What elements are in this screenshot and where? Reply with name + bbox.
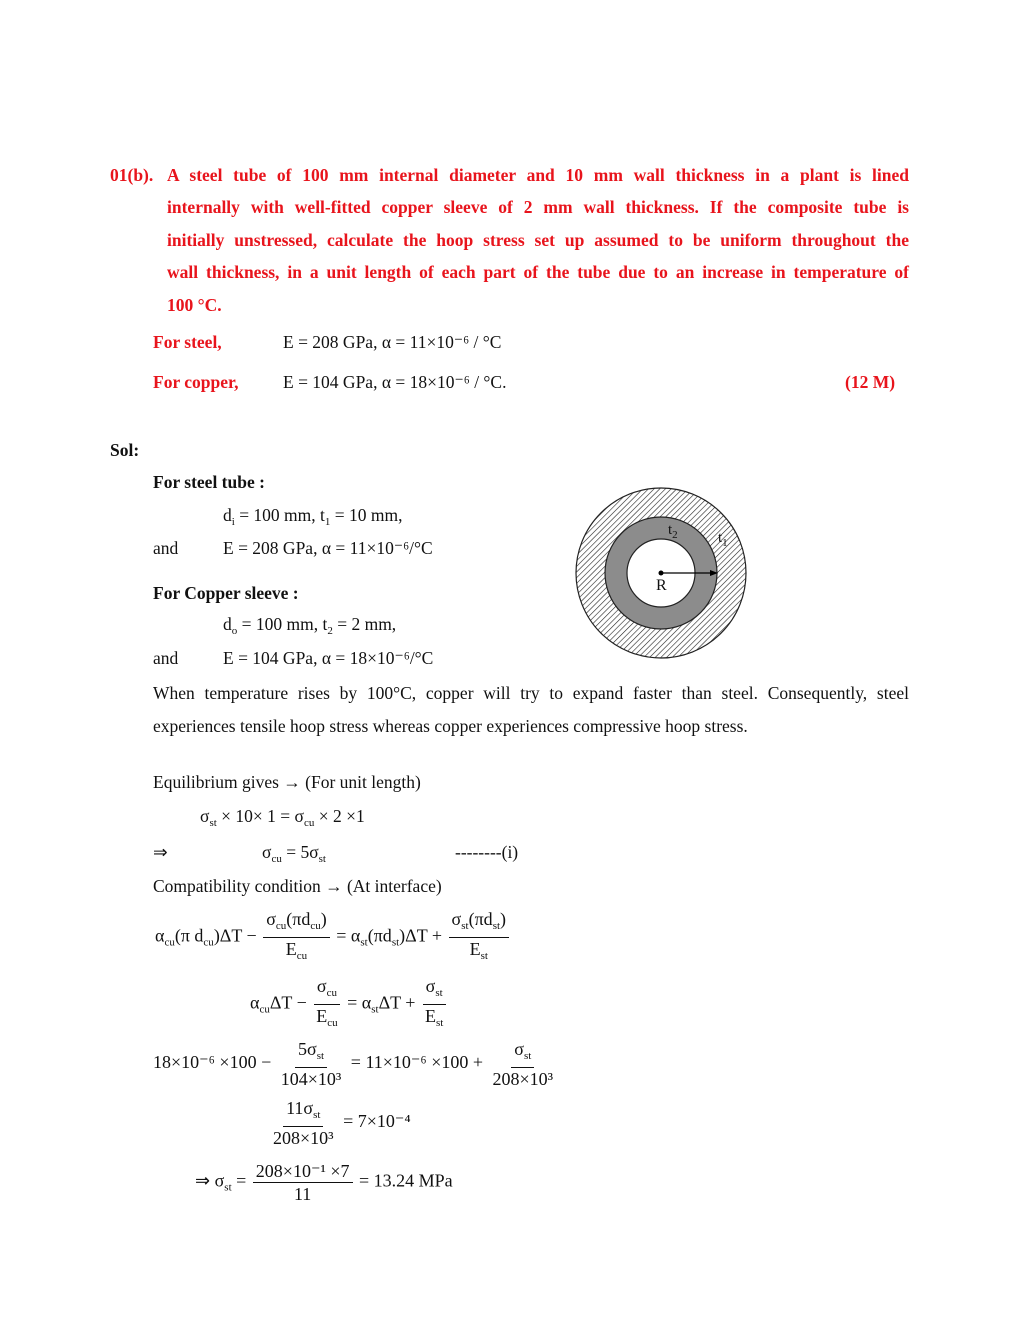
steel-properties: E = 208 GPa, α = 11×10⁻⁶ / °C xyxy=(283,332,502,352)
compatibility-heading: Compatibility condition → (At interface) xyxy=(153,876,442,896)
t1-label: $t_1$ xyxy=(718,530,728,549)
t2-label: $t_2$ xyxy=(668,522,678,541)
and-label: and xyxy=(153,538,179,558)
copper-heading: For Copper sleeve : xyxy=(153,583,299,603)
steel-heading: For steel tube : xyxy=(153,472,265,492)
equation-6: $\frac{11\sigma_{st}}{\text{208×10³}}$ = 7×10⁻⁴ xyxy=(273,1098,411,1148)
r-label: R xyxy=(656,577,667,594)
steel-label: For steel, xyxy=(153,332,222,352)
equation-3: $\alpha_{cu}(\pi$ $d_{cu})\Delta T$ − $\frac{\sigma_{cu}(\pi d_{cu})}{E_{cu}}$ = $\alpha_{st}(\pi d_{st})\Delta T$ + $\frac{\sigma_{st}(\pi d_{st})}{E_{st}}$ xyxy=(155,908,511,967)
steel-properties-sol: E = 208 GPa, α = 11×10⁻⁶/°C xyxy=(223,538,433,558)
copper-properties: E = 104 GPa, α = 18×10⁻⁶ / °C. xyxy=(283,372,507,392)
equation-5: 18×10⁻⁶ ×100 − $\frac{5\sigma_{st}}{\text{104×10³}}$ = 11×10⁻⁶ ×100 + $\frac{\sigma_{st}}{\text{208×10³}}$ xyxy=(153,1039,554,1089)
composite-tube-diagram xyxy=(570,482,752,664)
paragraph-line: When temperature rises by 100°C, copper will try to expand faster than steel. Consequently, steel xyxy=(153,683,909,703)
equation-tag: --------(i) xyxy=(455,842,519,862)
equation-2: $\sigma_{cu} = 5\sigma_{st}$ xyxy=(262,842,326,865)
question-line: A steel tube of 100 mm internal diameter and 10 mm wall thickness in a plant is lined xyxy=(167,165,909,185)
paragraph-line: experiences tensile hoop stress whereas copper experiences compressive hoop stress. xyxy=(153,716,748,736)
question-line: initially unstressed, calculate the hoop stress set up assumed to be uniform throughout the xyxy=(167,230,909,250)
implies-symbol: ⇒ xyxy=(153,842,168,862)
question-line: wall thickness, in a unit length of each part of the tube due to an increase in temperature of xyxy=(167,262,909,282)
and-label: and xyxy=(153,648,179,668)
equilibrium-heading: Equilibrium gives → (For unit length) xyxy=(153,772,421,792)
question-line: 100 °C. xyxy=(167,295,222,315)
copper-label: For copper, xyxy=(153,372,239,392)
marks: (12 M) xyxy=(845,372,896,392)
equation-7: ⇒ $\sigma_{st}$ = $\frac{\text{208×10⁻¹ ×7}}{11}$ = 13.24 MPa xyxy=(195,1161,453,1204)
copper-dimensions: $d_o = 100$ mm, $t_2 = 2$ mm, xyxy=(223,614,397,637)
copper-properties-sol: E = 104 GPa, α = 18×10⁻⁶/°C xyxy=(223,648,434,668)
question-line: internally with well-fitted copper sleeve of 2 mm wall thickness. If the composite tube is xyxy=(167,197,909,217)
equation-4: $\alpha_{cu}\Delta T$ − $\frac{\sigma_{cu}}{E_{cu}}$ = $\alpha_{st}\Delta T$ + $\frac{\sigma_{st}}{E_{st}}$ xyxy=(250,975,448,1034)
solution-label: Sol: xyxy=(110,440,140,460)
question-number: 01(b). xyxy=(110,165,154,185)
equation-1: $\sigma_{st} \times 10\times 1 = \sigma_{cu} \times 2 \times 1$ xyxy=(200,806,365,829)
steel-dimensions: $d_i = 100$ mm, $t_1 = 10$ mm, xyxy=(223,505,403,528)
